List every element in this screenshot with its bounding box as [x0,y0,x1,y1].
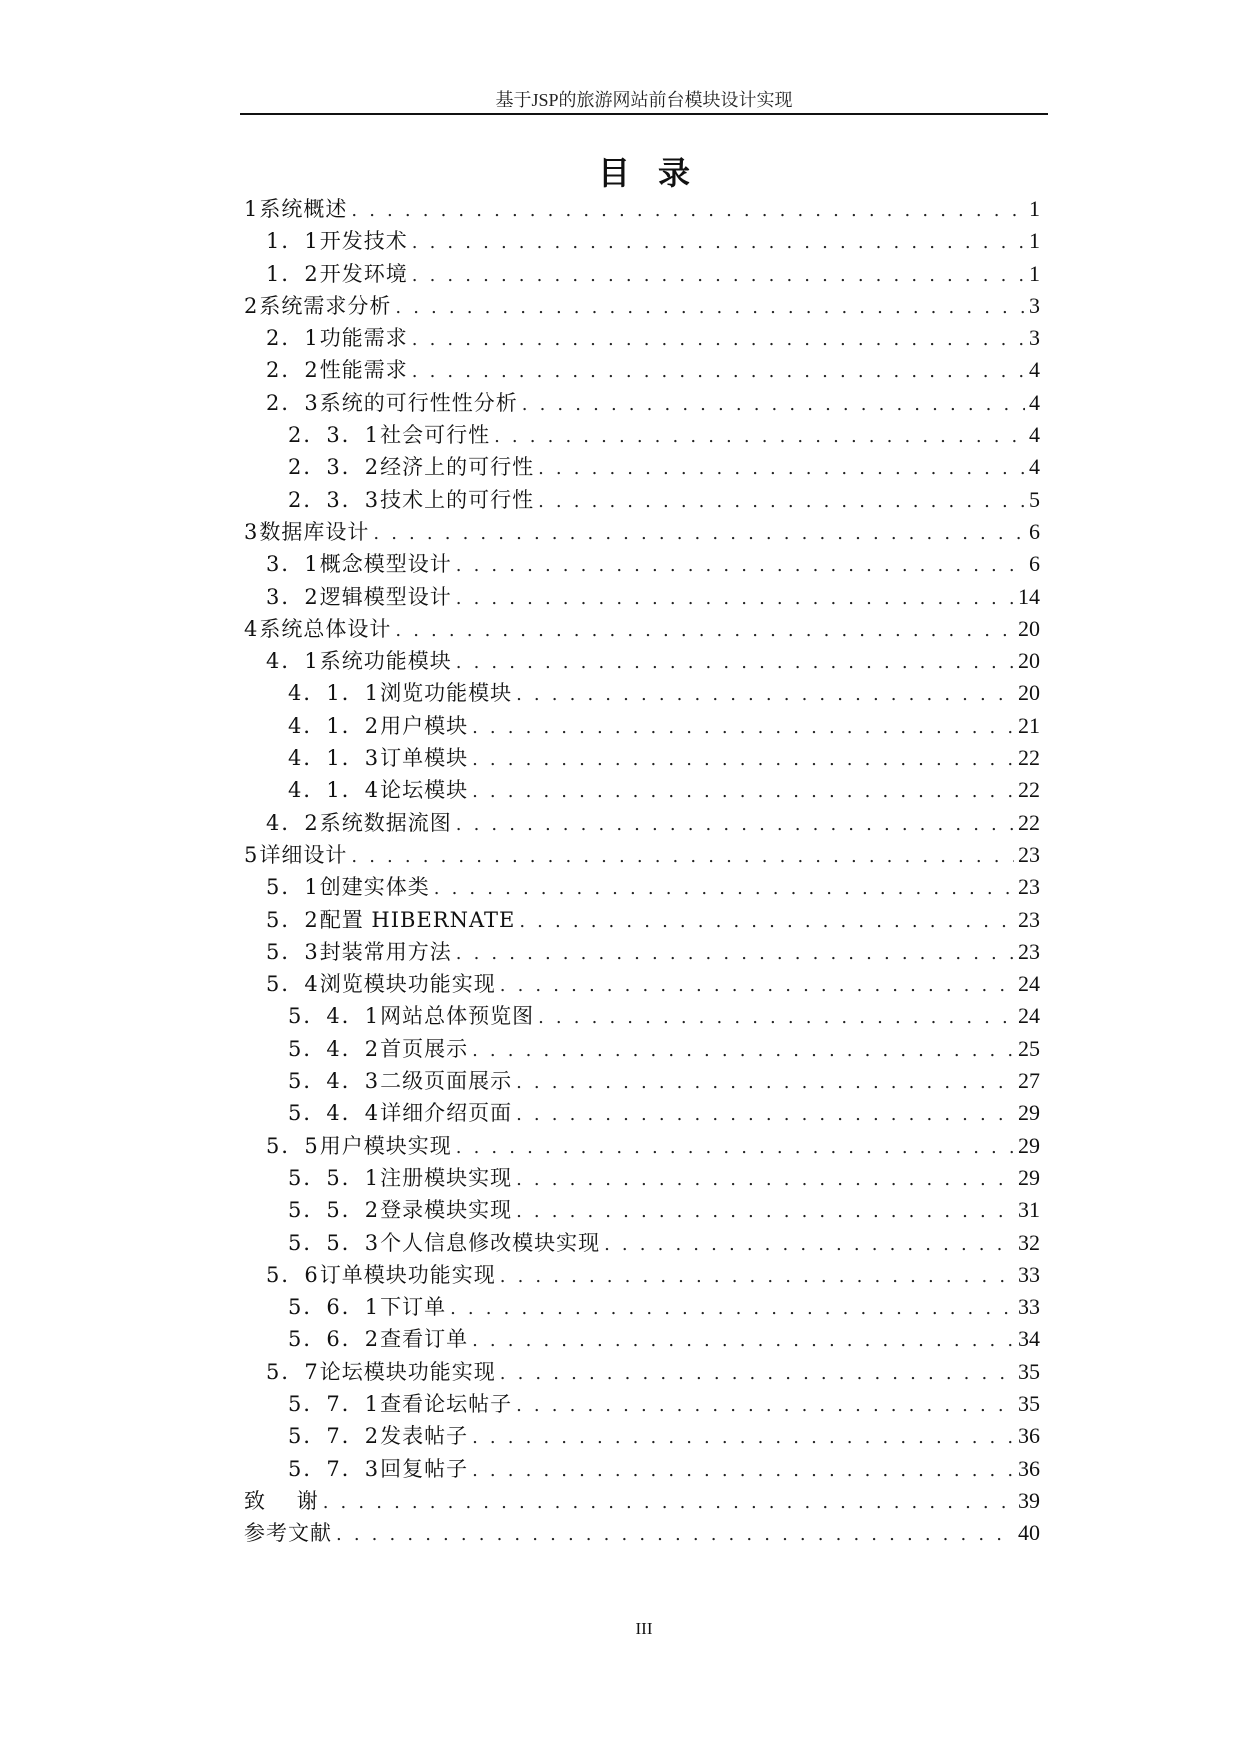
toc-entry-page: 6 [1029,518,1040,544]
toc-entry-title: 开发技术 [319,229,408,254]
toc-dot-leader [538,486,1025,518]
toc-dot-leader [516,679,1014,711]
toc-entry-title: 用户模块实现 [319,1133,452,1158]
toc-entry [244,1291,1040,1323]
toc-entry-title: 开发环境 [319,261,408,286]
toc-entry [244,839,1040,871]
toc-dot-leader [516,1196,1014,1228]
toc-entry-number: 5．5 [266,1133,320,1158]
toc-entry-number: 5 [244,842,260,867]
toc-entry-page: 24 [1018,1003,1040,1029]
toc-entry-page: 34 [1018,1326,1040,1352]
toc-entry-number: 3．2 [266,584,320,609]
toc-entry [244,968,1040,1000]
toc-entry [244,322,1040,354]
toc-dot-leader [516,1164,1014,1196]
toc-dot-leader [472,712,1014,744]
toc-dot-leader [456,647,1014,679]
toc-dot-leader [472,1455,1014,1487]
toc-entry-page: 33 [1018,1294,1040,1320]
toc-entry-number: 5．1 [266,875,320,900]
toc-entry-number: 5．4．1 [288,1004,381,1029]
toc-entry [244,936,1040,968]
toc-dot-leader [412,356,1025,388]
toc-entry-title: 发表帖子 [380,1424,469,1449]
toc-entry [244,193,1040,225]
toc-entry-title: 回复帖子 [380,1456,469,1481]
toc-entry-number: 5．5．1 [288,1165,381,1190]
toc-dot-leader [516,1099,1014,1131]
toc-dot-leader [450,1293,1014,1325]
toc-entry [244,451,1040,483]
toc-dot-leader [604,1229,1014,1261]
toc-entry-page: 32 [1018,1229,1040,1255]
toc-entry-number: 4．1．3 [288,746,381,771]
toc-entry-title: 系统功能模块 [319,649,452,674]
toc-entry [244,1420,1040,1452]
toc-dot-leader [500,1358,1014,1390]
toc-entry-number: 2．3．2 [288,455,381,480]
toc-entry-page: 20 [1018,615,1040,641]
toc-entry-page: 33 [1018,1261,1040,1287]
toc-entry-page: 3 [1029,292,1040,318]
toc-entry-title: 经济上的可行性 [380,455,535,480]
toc-entry-page: 39 [1018,1487,1040,1513]
toc-entry-title: 概念模型设计 [319,552,452,577]
toc-entry-number: 5．7．2 [288,1424,381,1449]
toc-dot-leader [351,195,1025,227]
toc-entry [244,1323,1040,1355]
toc-dot-leader [516,1390,1014,1422]
toc-entry-title: 网站总体预览图 [380,1004,535,1029]
toc-entry-title: 二级页面展示 [380,1069,513,1094]
toc-entry-page: 36 [1018,1455,1040,1481]
toc-entry-title: 社会可行性 [380,423,491,448]
toc-dot-leader [472,1325,1014,1357]
toc-entry-title: 致 谢 [244,1488,319,1513]
toc-dot-leader [456,1132,1014,1164]
toc-entry-title: 详细设计 [259,842,348,867]
toc-entry-title: 配置 HIBERNATE [319,907,516,932]
toc-entry [244,1130,1040,1162]
toc-entry-title: 个人信息修改模块实现 [380,1230,601,1255]
toc-entry-number: 3．1 [266,552,320,577]
toc-dot-leader [456,809,1014,841]
toc-entry [244,290,1040,322]
toc-dot-leader [516,1067,1014,1099]
toc-entry-title: 用户模块 [380,713,469,738]
toc-dot-leader [522,389,1025,421]
toc-entry [244,677,1040,709]
toc-entry-page: 24 [1018,971,1040,997]
toc-entry [244,387,1040,419]
toc-entry-title: 系统的可行性性分析 [319,390,518,415]
toc-entry-page: 20 [1018,648,1040,674]
toc-entry-title: 论坛模块功能实现 [319,1359,496,1384]
toc-dot-leader [412,260,1025,292]
toc-entry [244,742,1040,774]
toc-entry-title: 系统需求分析 [259,293,392,318]
toc-entry-title: 详细介绍页面 [380,1101,513,1126]
toc-entry-number: 1 [244,197,260,221]
toc-entry-page: 22 [1018,777,1040,803]
toc-entry-title: 订单模块 [380,746,469,771]
toc-entry-number: 2．3 [266,390,320,415]
toc-entry [244,1065,1040,1097]
toc-dot-leader [538,453,1025,485]
toc-entry-title: 封装常用方法 [319,939,452,964]
toc-dot-leader [500,1261,1014,1293]
toc-entry-number: 5．4 [266,972,320,997]
toc-entry [244,1194,1040,1226]
toc-entry-number: 3 [244,519,260,544]
toc-entry-title: 系统数据流图 [319,810,452,835]
toc-entry [244,1517,1040,1549]
toc-entry-number: 5．4．3 [288,1069,381,1094]
toc-entry [244,1356,1040,1388]
toc-entry-title: 参考文献 [244,1521,332,1546]
toc-entry-title: 登录模块实现 [380,1198,513,1223]
toc-entry-page: 1 [1029,228,1040,254]
toc-dot-leader [472,776,1014,808]
toc-entry-number: 5．7．3 [288,1456,381,1481]
toc-entry [244,1453,1040,1485]
toc-entry-title: 创建实体类 [319,875,430,900]
toc-entry-page: 35 [1018,1390,1040,1416]
toc-entry-number: 4．1．4 [288,778,381,803]
toc-entry-number: 5．7 [266,1359,320,1384]
toc-entry-title: 数据库设计 [259,519,370,544]
toc-entry-title: 浏览功能模块 [380,681,513,706]
toc-entry-page: 29 [1018,1132,1040,1158]
toc-entry-page: 4 [1029,422,1040,448]
toc-entry-page: 31 [1018,1197,1040,1223]
toc-entry [244,1162,1040,1194]
toc-entry-number: 2 [244,293,260,318]
toc-entry-page: 27 [1018,1068,1040,1094]
toc-entry-page: 35 [1018,1358,1040,1384]
toc-entry-title: 功能需求 [319,326,408,351]
toc-entry-page: 22 [1018,745,1040,771]
toc-entry-page: 4 [1029,389,1040,415]
toc-entry [244,484,1040,516]
toc-dot-leader [472,1035,1014,1067]
toc-entry-page: 3 [1029,325,1040,351]
toc-entry-title: 浏览模块功能实现 [319,972,496,997]
toc-entry-number: 5．5．3 [288,1230,381,1255]
toc-entry-page: 14 [1018,583,1040,609]
header-rule [240,113,1048,115]
toc-dot-leader [373,518,1025,550]
toc-entry-number: 1．1 [266,229,320,254]
toc-entry [244,548,1040,580]
page-number: III [635,1619,653,1638]
toc-entry [244,1097,1040,1129]
toc-title: 目录 [597,154,718,192]
toc-entry-title: 技术上的可行性 [380,487,535,512]
toc-entry-title: 逻辑模型设计 [319,584,452,609]
toc-dot-leader [500,970,1014,1002]
toc-dot-leader [323,1487,1014,1519]
toc-entry-title: 查看订单 [380,1327,469,1352]
table-of-contents [244,193,1040,1549]
toc-entry-page: 21 [1018,712,1040,738]
toc-entry-page: 25 [1018,1035,1040,1061]
toc-entry-title: 订单模块功能实现 [319,1262,496,1287]
toc-entry [244,774,1040,806]
toc-entry-page: 4 [1029,357,1040,383]
toc-entry [244,1033,1040,1065]
toc-entry-title: 查看论坛帖子 [380,1391,513,1416]
toc-entry-number: 5．6．1 [288,1295,381,1320]
toc-entry [244,871,1040,903]
toc-dot-leader [395,292,1025,324]
toc-entry [244,258,1040,290]
toc-entry-number: 5．4．2 [288,1036,381,1061]
toc-entry [244,225,1040,257]
toc-entry-page: 4 [1029,454,1040,480]
toc-entry-page: 5 [1029,486,1040,512]
toc-dot-leader [412,227,1025,259]
toc-dot-leader [395,615,1014,647]
toc-entry-page: 36 [1018,1423,1040,1449]
toc-entry-title: 系统概述 [259,197,348,221]
toc-entry-page: 23 [1018,938,1040,964]
toc-entry-page: 1 [1029,196,1040,221]
toc-entry-page: 22 [1018,809,1040,835]
toc-entry-number: 4．1 [266,649,320,674]
toc-dot-leader [494,421,1025,453]
toc-entry-title: 论坛模块 [380,778,469,803]
toc-entry-page: 23 [1018,841,1040,867]
toc-dot-leader [336,1519,1014,1551]
toc-entry-page: 23 [1018,874,1040,900]
toc-entry-page: 1 [1029,260,1040,286]
toc-entry-number: 1．2 [266,261,320,286]
toc-entry-title: 首页展示 [380,1036,469,1061]
toc-entry-title: 性能需求 [319,358,408,383]
toc-dot-leader [456,550,1025,582]
toc-entry [244,645,1040,677]
toc-entry [244,1485,1040,1517]
toc-entry-number: 2．1 [266,326,320,351]
toc-entry-number: 5．4．4 [288,1101,381,1126]
toc-entry-number: 2．2 [266,358,320,383]
toc-entry [244,419,1040,451]
toc-entry-title: 下订单 [380,1295,447,1320]
toc-dot-leader [472,744,1014,776]
toc-dot-leader [351,841,1014,873]
toc-entry [244,516,1040,548]
toc-entry-number: 5．2 [266,907,320,932]
toc-entry-page: 40 [1018,1520,1040,1546]
toc-entry [244,354,1040,386]
toc-entry-page: 20 [1018,680,1040,706]
toc-entry-number: 5．6．2 [288,1327,381,1352]
toc-entry-number: 2．3．1 [288,423,381,448]
toc-entry [244,807,1040,839]
toc-entry-page: 23 [1018,906,1040,932]
toc-entry-page: 6 [1029,551,1040,577]
toc-dot-leader [456,938,1014,970]
toc-entry-number: 5．6 [266,1262,320,1287]
toc-dot-leader [538,1002,1014,1034]
toc-entry [244,904,1040,936]
toc-entry [244,1000,1040,1032]
running-header: 基于JSP的旅游网站前台模块设计实现 [495,90,793,110]
toc-entry-number: 5．3 [266,939,320,964]
toc-entry-number: 4．2 [266,810,320,835]
toc-entry-number: 5．7．1 [288,1391,381,1416]
toc-entry-number: 2．3．3 [288,487,381,512]
toc-entry-number: 4．1．2 [288,713,381,738]
toc-dot-leader [456,583,1014,615]
toc-entry [244,581,1040,613]
toc-entry-page: 29 [1018,1100,1040,1126]
toc-entry-number: 5．5．2 [288,1198,381,1223]
toc-dot-leader [434,873,1014,905]
toc-entry [244,1259,1040,1291]
toc-entry [244,710,1040,742]
toc-entry-title: 系统总体设计 [259,616,392,641]
toc-entry-number: 4 [244,616,260,641]
toc-entry [244,613,1040,645]
toc-entry [244,1388,1040,1420]
toc-entry [244,1227,1040,1259]
toc-entry-page: 29 [1018,1164,1040,1190]
toc-dot-leader [412,324,1025,356]
toc-entry-number: 4．1．1 [288,681,381,706]
toc-dot-leader [519,906,1014,938]
toc-dot-leader [472,1422,1014,1454]
toc-entry-title: 注册模块实现 [380,1165,513,1190]
